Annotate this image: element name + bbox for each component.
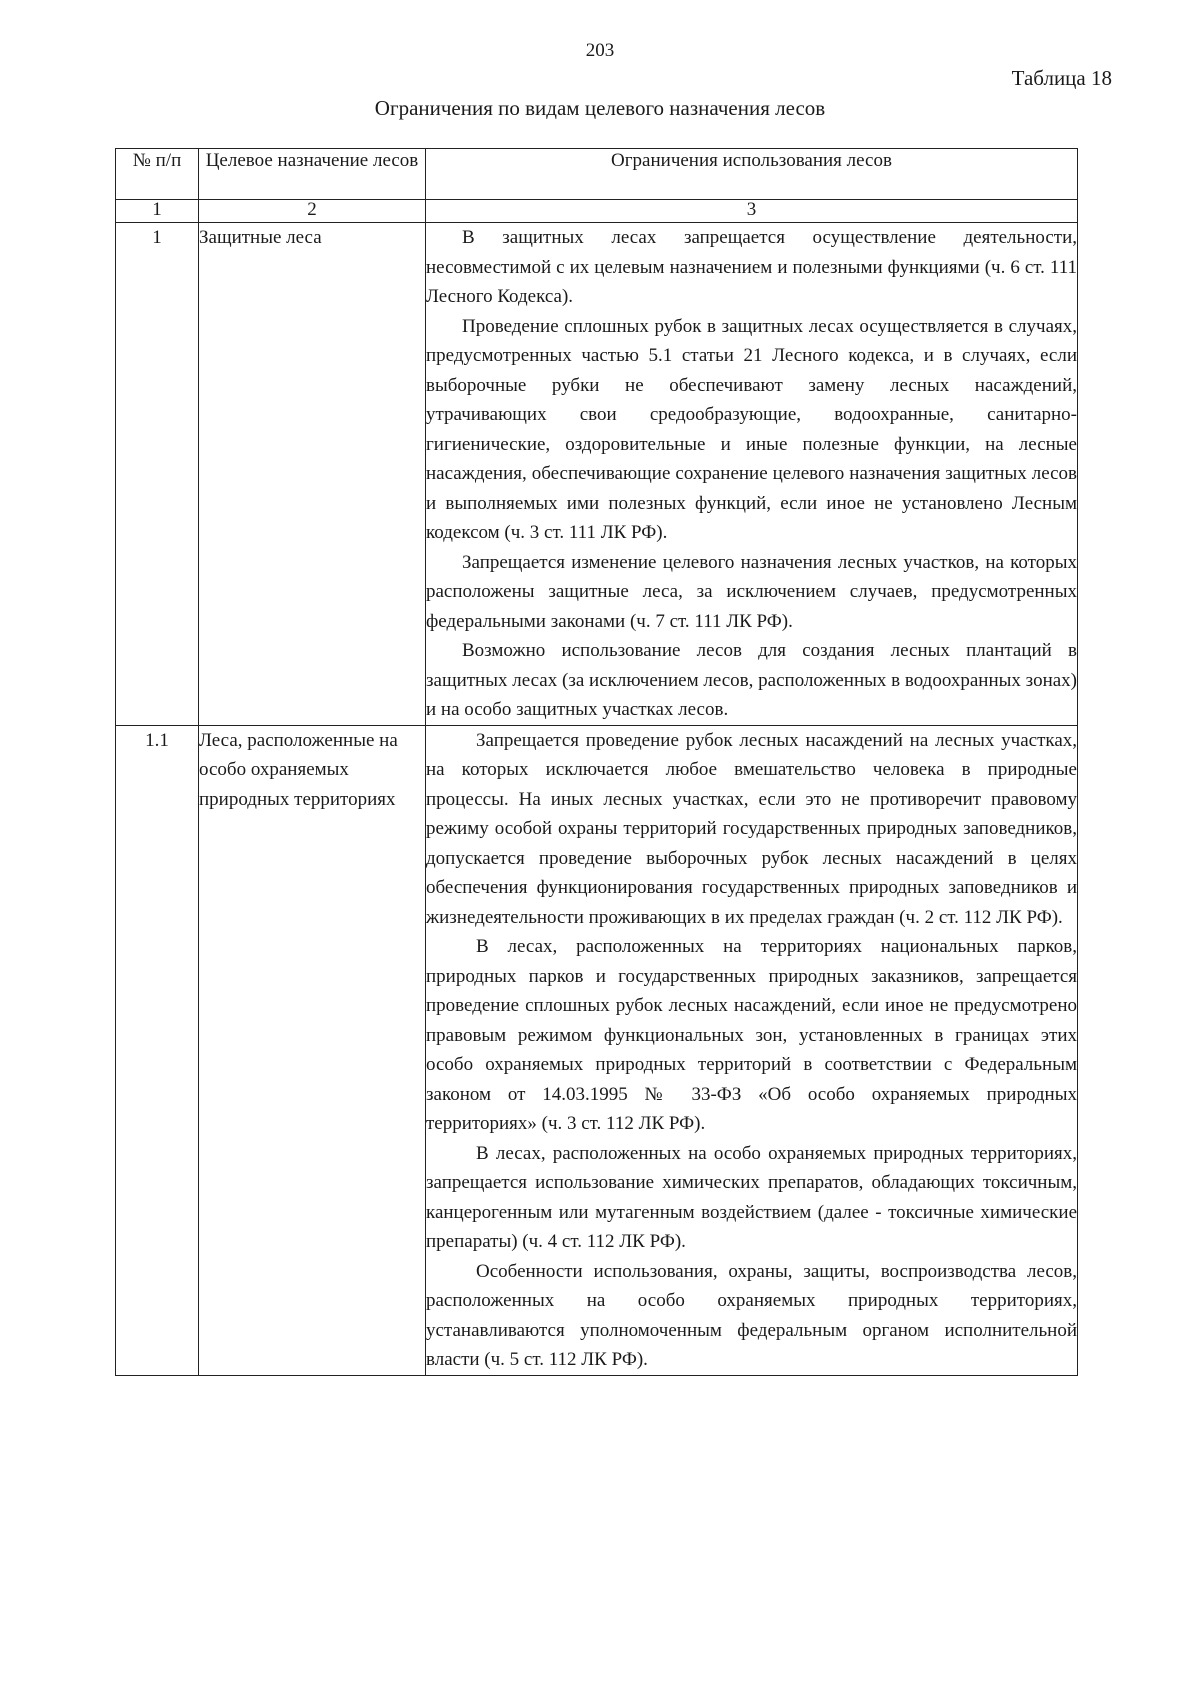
paragraph: Возможно использование лесов для создания лесных плантаций в защитных лесах (за исключением лесов, расположенных в водоохранных зонах) и на особо защитных участках лесов. bbox=[426, 640, 1077, 720]
paragraph: В лесах, расположенных на особо охраняемых природных территориях, запрещается использование химических препаратов, обладающих токсичным, канцерогенным или мутагенным воздействием (далее - токсичные химические препараты) (ч. 4 ст. 112 ЛК РФ). bbox=[426, 1142, 1077, 1252]
header-purpose: Целевое назначение лесов bbox=[199, 149, 426, 200]
forest-purpose: Леса, расположенные на особо охраняемых природных территориях bbox=[199, 725, 426, 1375]
restrictions-text bbox=[426, 223, 1078, 726]
restrictions-text bbox=[426, 725, 1078, 1375]
document-title: Ограничения по видам целевого назначения лесов bbox=[374, 96, 826, 120]
paragraph: Особенности использования, охраны, защиты, воспроизводства лесов, расположенных на особо охраняемых природных территориях, устанавливаются уполномоченным федеральным органом исполнительной власти (ч. 5 ст. 112 ЛК РФ). bbox=[426, 1260, 1077, 1370]
paragraph: В лесах, расположенных на территориях национальных парков, природных парков и государственных природных заказников, запрещается проведение сплошных рубок лесных насаждений, если иное не предусмотрено правовым режимом функциональных зон, установленных в границах этих особо охраняемых природных территорий в соответствии с Федеральным законом от 14.03.1995 № 33-ФЗ «Об особо охраняемых природных территориях» (ч. 3 ст. 112 ЛК РФ). bbox=[426, 936, 1077, 1134]
column-numbers-row bbox=[116, 200, 1078, 223]
header-number: № п/п bbox=[116, 149, 199, 200]
restrictions-table bbox=[115, 148, 1078, 1376]
forest-purpose: Защитные леса bbox=[199, 223, 426, 726]
table-label: Таблица 18 bbox=[1011, 66, 1112, 90]
page-number: 203 bbox=[585, 40, 615, 61]
row-number: 1 bbox=[116, 223, 199, 726]
column-number: 1 bbox=[116, 200, 199, 223]
row-number: 1.1 bbox=[116, 725, 199, 1375]
paragraph: В защитных лесах запрещается осуществление деятельности, несовместимой с их целевым назначением и полезными функциями (ч. 6 ст. 111 Лесного Кодекса). bbox=[426, 227, 1077, 307]
table-row bbox=[116, 725, 1078, 1375]
table-row bbox=[116, 223, 1078, 726]
column-number: 2 bbox=[199, 200, 426, 223]
column-number: 3 bbox=[426, 200, 1078, 223]
paragraph: Запрещается изменение целевого назначения лесных участков, на которых расположены защитные леса, за исключением случаев, предусмотренных федеральными законами (ч. 7 ст. 111 ЛК РФ). bbox=[426, 551, 1077, 632]
paragraph: Запрещается проведение рубок лесных насаждений на лесных участках, на которых исключается любое вмешательство человека в природные процессы. На иных лесных участках, если это не противоречит правовому режиму особой охраны территорий государственных природных заповедников, допускается проведение выборочных рубок лесных насаждений в целях обеспечения функционирования государственных природных заповедников и жизнедеятельности проживающих в их пределах граждан (ч. 2 ст. 112 ЛК РФ). bbox=[426, 729, 1077, 928]
header-restrictions: Ограничения использования лесов bbox=[426, 149, 1078, 200]
table-header-row bbox=[116, 149, 1078, 200]
paragraph: Проведение сплошных рубок в защитных лесах осуществляется в случаях, предусмотренных частью 5.1 статьи 21 Лесного кодекса, и в случаях, если выборочные рубки не обеспечивают замену лесных насаждений, утрачивающих свои средообразующие, водоохранные, санитарно-гигиенические, оздоровительные и иные полезные функции, на лесные насаждения, обеспечивающие сохранение целевого назначения защитных лесов и выполняемых ими полезных функций, если иное не установлено Лесным кодексом (ч. 3 ст. 111 ЛК РФ). bbox=[426, 315, 1077, 543]
